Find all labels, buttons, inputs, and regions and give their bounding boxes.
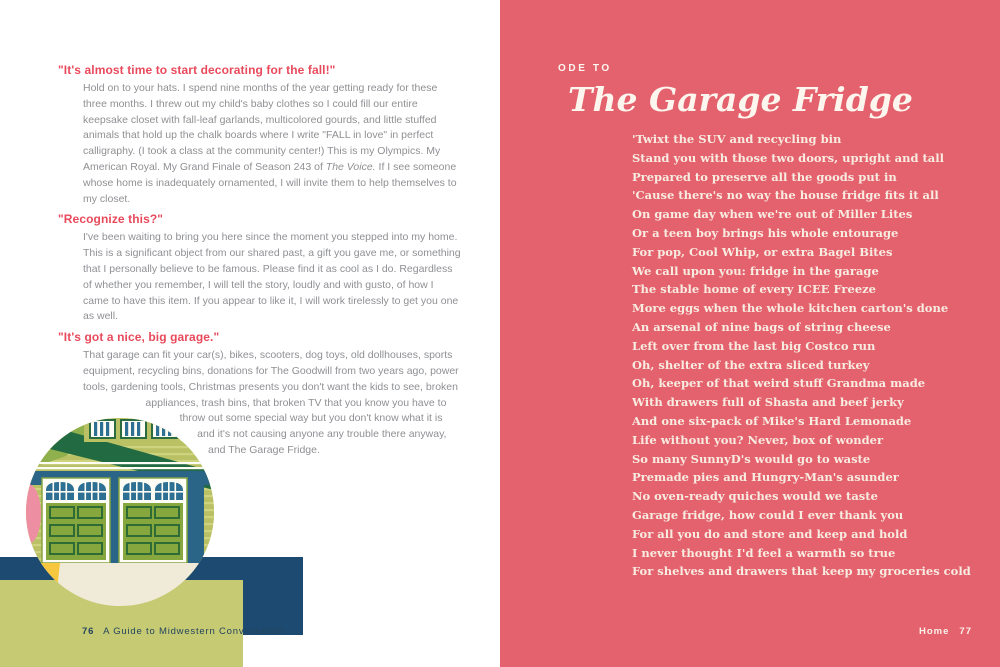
- right-page-footer: [919, 626, 972, 637]
- poem-line: For all you do and store and keep and hold: [632, 526, 908, 541]
- italic-show-title: The Voice.: [325, 160, 376, 173]
- poem: [632, 130, 982, 581]
- book-title: A Guide to Midwestern Conversation: [103, 626, 285, 637]
- poem-line: The stable home of every ICEE Freeze: [632, 282, 876, 297]
- poem-line: Oh, keeper of that weird stuff Grandma made: [632, 376, 926, 391]
- poem-line: Life without you? Never, box of wonder: [632, 432, 884, 447]
- page-number-left: 76: [82, 626, 95, 637]
- section-heading-decorating: "It's almost time to start decorating for the fall!": [58, 63, 336, 77]
- section-recognize: [58, 212, 461, 325]
- poem-line: Left over from the last big Costco run: [632, 338, 876, 353]
- poem-line: Garage fridge, how could I ever thank you: [632, 507, 904, 522]
- poem-line: Prepared to preserve all the goods put in: [632, 169, 897, 184]
- section-heading-garage: "It's got a nice, big garage.": [58, 330, 220, 345]
- section-body-garage: That garage can fit your car(s), bikes, scooters, dog toys, old dollhouses, sports equipment, recycling bins, donations for The Goodwill from two years ago, power tools, gardening tools, Christmas presents you don't want the kids to see, broken appliances, trash bins, that broken TV that you know you have to throw out some special way but you don't know what it is and it's not causing anyone any trouble there anyway, and The Garage Fridge.: [83, 348, 461, 459]
- section-garage: [58, 330, 459, 459]
- poem-line: Oh, shelter of the extra sliced turkey: [632, 357, 870, 372]
- poem-line: We call upon you: fridge in the garage: [632, 263, 879, 278]
- section-body-recognize: I've been waiting to bring you here since the moment you stepped into my home. This is a significant object from our shared past, a gift you gave me, or something that I personally believe to be famous. Please find it as cool as I do. Regardless of whether you remember, I will tell the story, loudly and with gusto, of how I came to have this item. If you appear to like it, I will work tirelessly to get you one as well.: [83, 231, 461, 323]
- poem-line: For shelves and drawers that keep my groceries cold: [632, 564, 971, 579]
- poem-line: On game day when we're out of Miller Lites: [632, 207, 913, 222]
- poem-line: With drawers full of Shasta and beef jerky: [632, 395, 904, 410]
- poem-line: Premade pies and Hungry-Man's asunder: [632, 470, 899, 485]
- poem-line: Stand you with those two doors, upright and tall: [632, 150, 944, 165]
- poem-line: I never thought I'd feel a warmth so true: [632, 545, 896, 560]
- poem-line: And one six-pack of Mike's Hard Lemonade: [632, 413, 912, 428]
- section-body-decorating: Hold on to your hats. I spend nine months of the year getting ready for these three months. I threw out my child's baby clothes so I could fill our entire keepsake closet with fall-leaf garlands, multicolored gourds, and little stuffed animals that hold up the chalk boards where I write "FALL in love" in perfect calligraphy. (I took a class at the community center!) This is my Olympics. My American Royal. My Grand Finale of Season 243 of The Voice. If I see someone whose home is inadequately ornamented, I will invite them to help themselves to my closet.: [83, 82, 457, 205]
- poem-line: More eggs when the whole kitchen carton's done: [632, 301, 949, 316]
- section-heading-recognize: "Recognize this?": [58, 212, 164, 227]
- poem-line: So many SunnyD's would go to waste: [632, 451, 871, 466]
- poem-line: Or a teen boy brings his whole entourage: [632, 225, 899, 240]
- poem-line: 'Cause there's no way the house fridge fits it all: [632, 188, 939, 203]
- right-page: [500, 0, 1000, 667]
- poem-line: An arsenal of nine bags of string cheese: [632, 319, 891, 334]
- kicker: ODE TO: [558, 63, 612, 74]
- poem-line: No oven-ready quiches would we taste: [632, 489, 878, 504]
- page-number-right: 77: [959, 626, 972, 637]
- poem-line: 'Twixt the SUV and recycling bin: [632, 132, 842, 146]
- poem-line: For pop, Cool Whip, or extra Bagel Bites: [632, 244, 893, 259]
- page-title: The Garage Fridge: [568, 80, 913, 119]
- chapter-name: Home: [919, 626, 950, 637]
- left-page-content: [58, 63, 461, 628]
- section-decorating: [58, 64, 456, 207]
